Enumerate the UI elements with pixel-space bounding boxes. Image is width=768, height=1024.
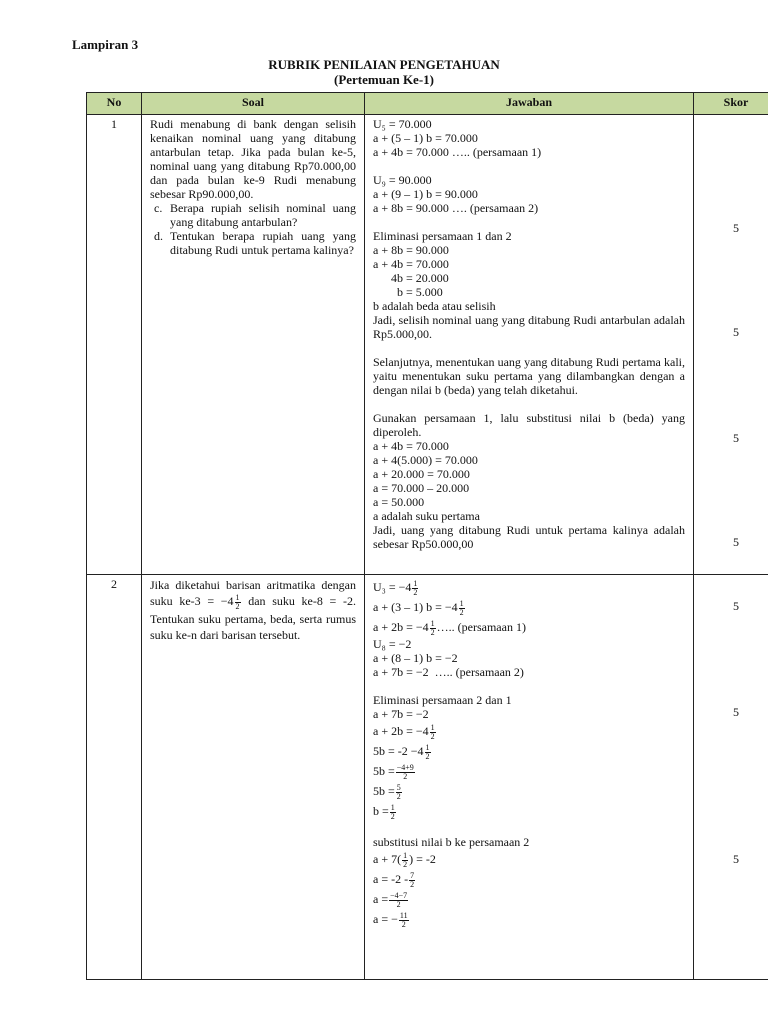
fraction: $\frac{11}{2}$ bbox=[399, 910, 408, 929]
fraction: $\frac{1}{2}$ bbox=[425, 742, 430, 761]
table-row bbox=[87, 575, 768, 980]
appendix-label: Lampiran 3 bbox=[72, 37, 139, 52]
score-value: 5 bbox=[733, 535, 739, 549]
fraction: $\frac{1}{2}$ bbox=[430, 722, 435, 741]
answer-line: 5b = -2 −4 $\frac{1}{2}$ bbox=[373, 742, 430, 761]
answer-cell bbox=[365, 575, 694, 980]
score-value: 5 bbox=[733, 221, 739, 235]
answer-paragraph: Selanjutnya, menentukan uang yang ditabung Rudi pertama kali, yaitu menentukan suku pertama yang dilambangkan dengan a dengan nilai b (beda) yang telah diketahui. bbox=[373, 355, 685, 397]
header-jawaban: Jawaban bbox=[365, 93, 694, 115]
header-soal: Soal bbox=[142, 93, 365, 115]
answer-paragraph: Jadi, uang yang ditabung Rudi untuk pertama kalinya adalah sebesar Rp50.000,00 bbox=[373, 523, 685, 551]
answer-line: b = 5.000 bbox=[373, 285, 443, 299]
answer-line: b adalah beda atau selisih bbox=[373, 299, 496, 313]
sub-question-marker: d. bbox=[154, 229, 163, 243]
answer-line: 5b = $\frac{5}{2}$ bbox=[373, 782, 401, 801]
answer-line: a + 7b = −2 bbox=[373, 707, 429, 721]
question-text bbox=[150, 577, 356, 643]
answer-line: 4b = 20.000 bbox=[373, 271, 449, 285]
answer-line: substitusi nilai b ke persamaan 2 bbox=[373, 835, 530, 849]
answer-cell bbox=[365, 115, 694, 575]
score-value: 5 bbox=[733, 599, 739, 613]
fraction: $\frac{-4-7}{2}$ bbox=[390, 890, 408, 909]
fraction: $\frac{-4+9}{2}$ bbox=[396, 762, 414, 781]
answer-line: a = − $\frac{11}{2}$ bbox=[373, 910, 408, 929]
header-skor: Skor bbox=[694, 93, 768, 115]
header-no: No bbox=[87, 93, 142, 115]
answer-line: a = $\frac{-4-7}{2}$ bbox=[373, 890, 408, 909]
answer-line: a = 70.000 – 20.000 bbox=[373, 481, 470, 495]
score-value: 5 bbox=[733, 705, 739, 719]
fraction: $\frac{1}{2}$ bbox=[390, 802, 395, 821]
sub-question-text: Tentukan berapa rupiah uang yang ditabung Rudi untuk pertama kalinya? bbox=[170, 229, 356, 257]
answer-line: a + 8b = 90.000 bbox=[373, 243, 449, 257]
answer-line: a + (8 – 1) b = −2 bbox=[373, 651, 458, 665]
answer-line: a + (9 – 1) b = 90.000 bbox=[373, 187, 478, 201]
answer-line: U₅ = 70.000 bbox=[373, 117, 432, 131]
answer-line: a + 7b = −2 ….. (persamaan 2) bbox=[373, 665, 524, 679]
score-cell bbox=[694, 115, 768, 575]
answer-line: a + 4b = 70.000 ….. (persamaan 1) bbox=[373, 145, 542, 159]
fraction: $\frac{7}{2}$ bbox=[410, 870, 415, 889]
question-text-part: Jika diketahui barisan aritmatika dengan suku ke-3 = −4 bbox=[150, 578, 356, 608]
answer-line: U₃ = −4 $\frac{1}{2}$ bbox=[373, 578, 418, 597]
answer-line: a + 4b = 70.000 bbox=[373, 439, 449, 453]
answer-line: Eliminasi persamaan 2 dan 1 bbox=[373, 693, 512, 707]
fraction: $\frac{5}{2}$ bbox=[396, 782, 401, 801]
fraction: $\frac{1}{2}$ bbox=[413, 578, 418, 597]
fraction: $\frac{1}{2}$ bbox=[235, 592, 240, 611]
table-header-row bbox=[87, 93, 768, 115]
question-text-part: dan suku ke-8 = -2. Tentukan suku pertama, beda, serta rumus suku ke-n dari barisan tersebut. bbox=[150, 594, 356, 642]
row-number: 2 bbox=[87, 575, 142, 980]
fraction: $\frac{1}{2}$ bbox=[403, 850, 408, 869]
row-number: 1 bbox=[87, 115, 142, 575]
answer-line: a + 2b = −4 $\frac{1}{2}$ bbox=[373, 722, 435, 741]
sub-question bbox=[154, 229, 356, 257]
answer-line: a + 8b = 90.000 …. (persamaan 2) bbox=[373, 201, 539, 215]
answer-line: a + 4(5.000) = 70.000 bbox=[373, 453, 478, 467]
answer-line: U₈ = −2 bbox=[373, 637, 412, 651]
sub-question-marker: c. bbox=[154, 201, 163, 215]
answer-line: a + (3 – 1) b = −4 $\frac{1}{2}$ bbox=[373, 598, 464, 617]
fraction: $\frac{1}{2}$ bbox=[430, 618, 435, 637]
rubric-table bbox=[86, 92, 768, 980]
question-cell bbox=[142, 575, 365, 980]
sub-question bbox=[154, 201, 356, 229]
answer-line: U₉ = 90.000 bbox=[373, 173, 432, 187]
page-title: RUBRIK PENILAIAN PENGETAHUAN bbox=[268, 57, 500, 72]
answer-line: a + 7( $\frac{1}{2}$ ) = -2 bbox=[373, 850, 436, 869]
answer-line: a + 2b = −4 $\frac{1}{2}$ ….. (persamaan 1) bbox=[373, 618, 526, 637]
score-value: 5 bbox=[733, 431, 739, 445]
answer-paragraph: Gunakan persamaan 1, lalu substitusi nilai b (beda) yang diperoleh. bbox=[373, 411, 685, 439]
fraction: $\frac{1}{2}$ bbox=[459, 598, 464, 617]
score-cell bbox=[694, 575, 768, 980]
table-row bbox=[87, 115, 768, 575]
answer-line: Eliminasi persamaan 1 dan 2 bbox=[373, 229, 512, 243]
score-value: 5 bbox=[733, 852, 739, 866]
answer-line: a = -2 - $\frac{7}{2}$ bbox=[373, 870, 415, 889]
answer-paragraph: Jadi, selisih nominal uang yang ditabung Rudi antarbulan adalah Rp5.000,00. bbox=[373, 313, 685, 341]
answer-line: b = $\frac{1}{2}$ bbox=[373, 802, 395, 821]
answer-line: a + 4b = 70.000 bbox=[373, 257, 449, 271]
answer-line: a = 50.000 bbox=[373, 495, 425, 509]
sub-question-text: Berapa rupiah selisih nominal uang yang ditabung antarbulan? bbox=[170, 201, 356, 229]
answer-line: 5b = $\frac{-4+9}{2}$ bbox=[373, 762, 414, 781]
score-value: 5 bbox=[733, 325, 739, 339]
question-text: Rudi menabung di bank dengan selisih kenaikan nominal uang yang ditabung antarbulan tetap. Jika pada bulan ke-5, nominal uang yang ditabung Rp70.000,00 dan pada bulan ke-9 Rudi menabung sebesar Rp90.000,00. bbox=[150, 117, 356, 201]
sub-question-list bbox=[150, 201, 356, 257]
answer-line: a adalah suku pertama bbox=[373, 509, 480, 523]
answer-line: a + (5 – 1) b = 70.000 bbox=[373, 131, 478, 145]
answer-line: a + 20.000 = 70.000 bbox=[373, 467, 470, 481]
page-subtitle: (Pertemuan Ke-1) bbox=[334, 72, 434, 87]
question-cell bbox=[142, 115, 365, 575]
